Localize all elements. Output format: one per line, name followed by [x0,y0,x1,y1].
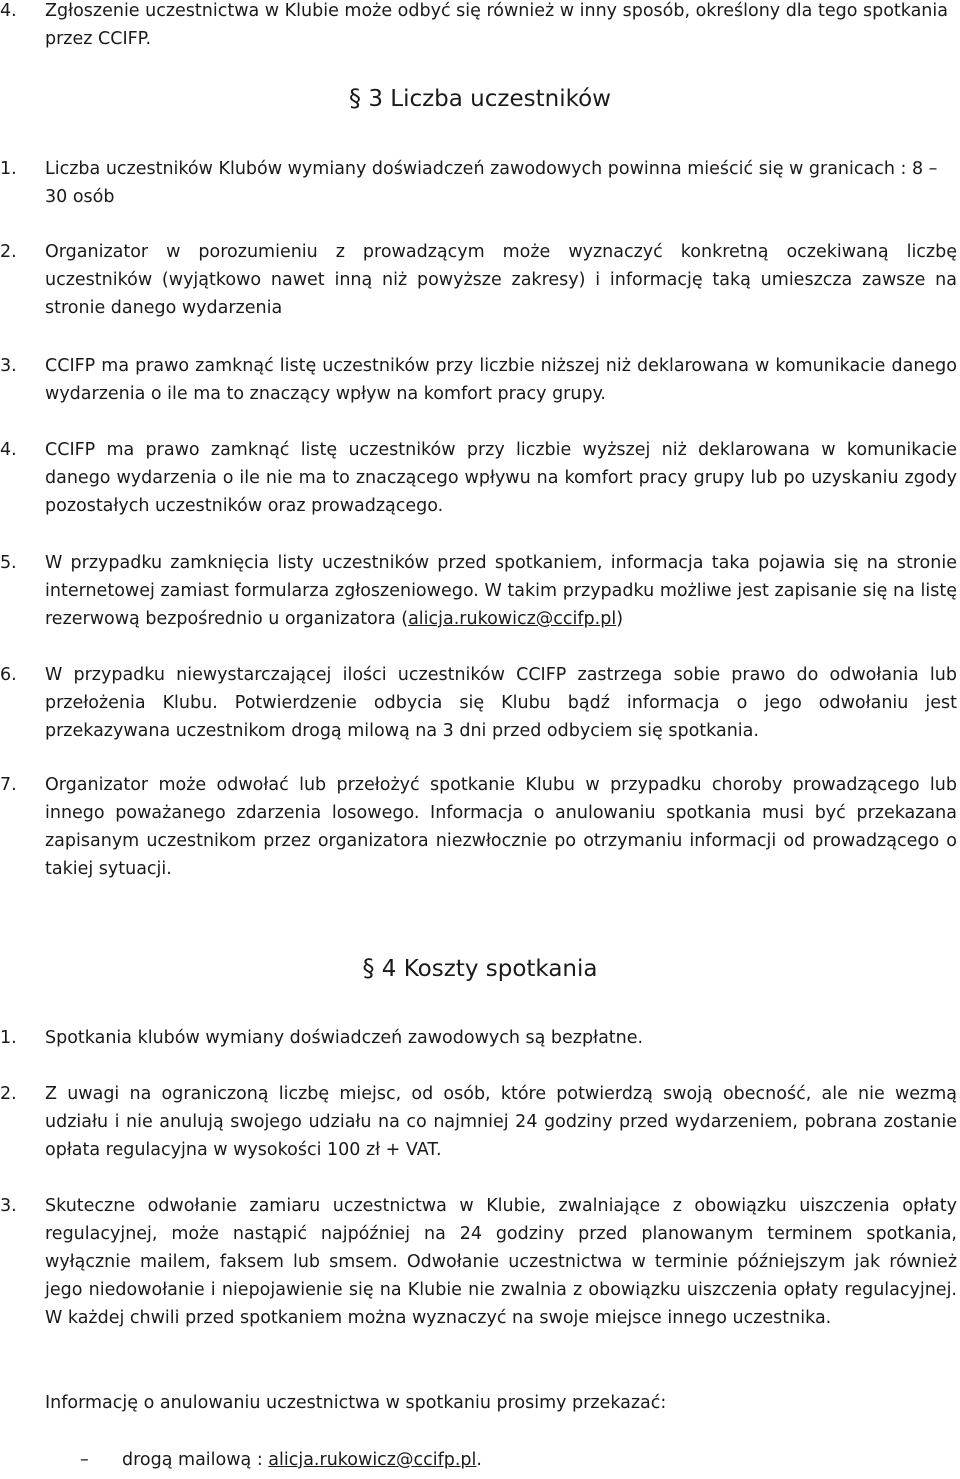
section-3-title: 3 Liczba uczestników [368,86,611,112]
list-number: 1. [0,159,17,179]
list-text-part: W przypadku zamknięcia listy uczestników przed spotkaniem, informacja taka pojawia się na stronie internetowej zamiast formularza zgłoszeniowego. W takim przypadku możliwe jest zapisanie się na listę rezerwową bezpośrednio u organizatora ( [45,553,957,629]
list-number: 6. [0,665,17,685]
list-text: Z uwagi na ograniczoną liczbę miejsc, od osób, które potwierdzą swoją obecność, ale nie wezmą udziału i nie anulują swojego udziału na co najmniej 24 godziny przed wydarzeniem, pobrana zostanie opłata regulacyjna w wysokości 100 zł + VAT. [45,1084,957,1160]
contact-text [122,1446,957,1474]
list-text [45,549,957,633]
section-symbol: § [349,84,361,112]
organizer-email-link[interactable]: alicja.rukowicz@ccifp.pl [408,609,617,629]
s3-item-5 [0,549,957,633]
list-text: Spotkania klubów wymiany doświadczeń zawodowych są bezpłatne. [45,1028,644,1048]
list-number: 3. [0,356,17,376]
contact-label: drogą mailową : [122,1450,269,1470]
list-number: 7. [0,775,17,795]
list-item-top-4 [0,0,957,53]
list-text-part: ) [616,609,624,629]
list-number: 4. [0,440,17,460]
list-number: 3. [0,1196,17,1216]
list-text: Liczba uczestników Klubów wymiany doświadczeń zawodowych powinna mieścić się w granicach : 8 – 30 osób [45,159,938,207]
contact-email-link[interactable]: alicja.rukowicz@ccifp.pl [268,1450,477,1470]
list-text: Organizator w porozumieniu z prowadzącym może wyznaczyć konkretną oczekiwaną liczbę uczestników (wyjątkowo nawet inną niż powyższe zakresy) i informację taką umieszcza zawsze na stronie danego wydarzenia [45,242,957,318]
s3-item-4 [0,436,957,520]
section-4-heading [0,953,960,984]
s4-item-3 [0,1192,957,1332]
info-line: Informację o anulowaniu uczestnictwa w spotkaniu prosimy przekazać: [45,1393,667,1413]
section-4-title: 4 Koszty spotkania [381,956,598,982]
dash-bullet: – [80,1450,89,1470]
contact-suffix: . [476,1450,482,1470]
section-3-heading [0,83,960,114]
s4-item-1 [0,1024,957,1052]
list-number: 2. [0,242,17,262]
list-text: W przypadku niewystarczającej ilości uczestników CCIFP zastrzega sobie prawo do odwołania lub przełożenia Klubu. Potwierdzenie odbycia się Klubu bądź informacja o jego odwołaniu jest przekazywana uczestnikom drogą milową na 3 dni przed odbyciem się spotkania. [45,665,957,741]
list-text: CCIFP ma prawo zamknąć listę uczestników przy liczbie niższej niż deklarowana w komunikacie danego wydarzenia o ile ma to znaczący wpływ na komfort pracy grupy. [45,356,957,404]
section-symbol: § [362,954,375,982]
s3-item-7 [0,771,957,883]
s3-item-6 [0,661,957,745]
list-number: 1. [0,1028,17,1048]
contact-bullet [0,1446,957,1474]
list-text: Skuteczne odwołanie zamiaru uczestnictwa w Klubie, zwalniające z obowiązku uiszczenia opłaty regulacyjnej, może nastąpić najpóźniej na 24 godziny przed planowanym terminem spotkania, wyłącznie mailem, faksem lub smsem. Odwołanie uczestnictwa w terminie późniejszym jak również jego niedowołanie i niepojawienie się na Klubie nie zwalnia z obowiązku uiszczenia opłaty regulacyjnej. W każdej chwili przed spotkaniem można wyznaczyć na swoje miejsce innego uczestnika. [45,1196,957,1328]
list-text: CCIFP ma prawo zamknąć listę uczestników przy liczbie wyższej niż deklarowana w komunikacie danego wydarzenia o ile nie ma to znaczącego wpływu na komfort pracy grupy lub po uzyskaniu zgody pozostałych uczestników oraz prowadzącego. [45,440,957,516]
list-text: Organizator może odwołać lub przełożyć spotkanie Klubu w przypadku choroby prowadzącego lub innego poważanego zdarzenia losowego. Informacja o anulowaniu spotkania musi być przekazana zapisanym uczestnikom przez organizatora niezwłocznie po otrzymaniu informacji od prowadzącego o takiej sytuacji. [45,775,957,879]
list-text: Zgłoszenie uczestnictwa w Klubie może odbyć się również w inny sposób, określony dla tego spotkania przez CCIFP. [45,1,948,49]
list-number: 5. [0,553,17,573]
list-number: 4. [0,1,17,21]
s3-item-3 [0,352,957,408]
s3-item-1 [0,155,957,211]
s3-item-2 [0,238,957,322]
list-number: 2. [0,1084,17,1104]
s4-item-2 [0,1080,957,1164]
